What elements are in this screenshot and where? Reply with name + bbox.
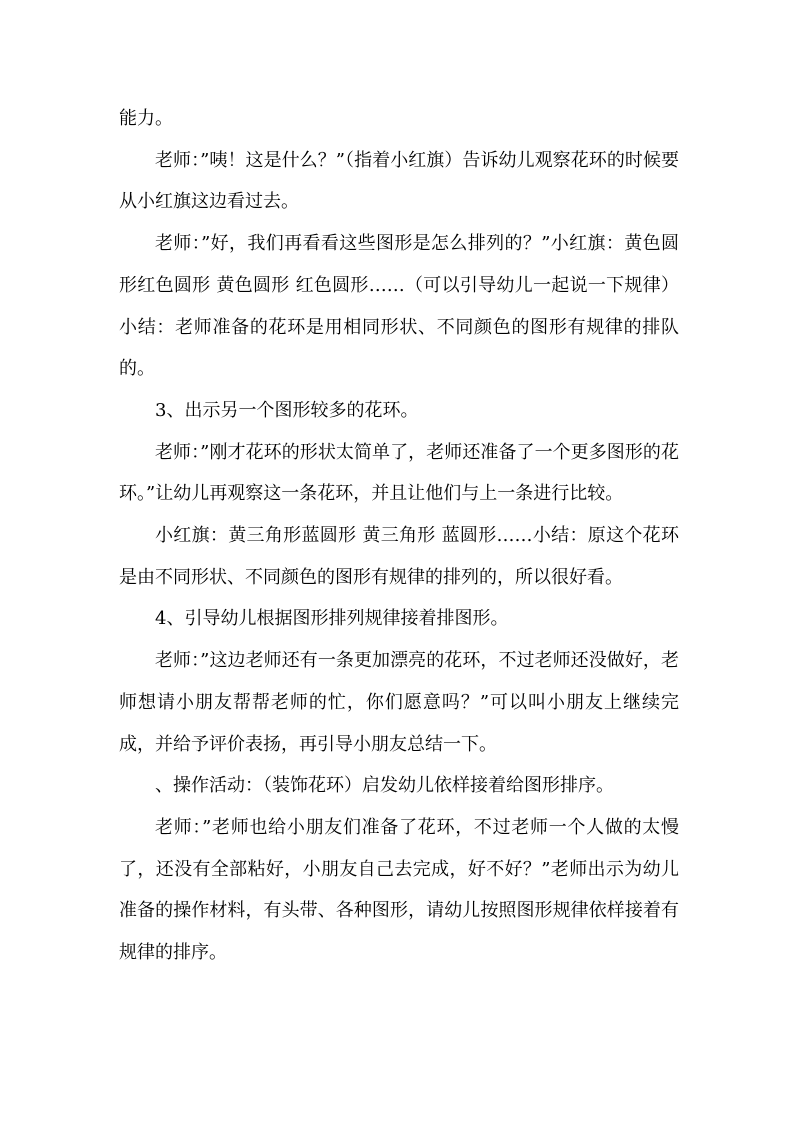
paragraph-complex-garland: 老师：”刚才花环的形状太简单了，老师还准备了一个更多图形的花环。”让幼儿再观察这一条花环，并且让他们与上一条进行比较。	[119, 441, 679, 505]
operation-activity-heading: 、操作活动：（装饰花环）启发幼儿依样接着给图形排序。	[155, 775, 614, 797]
document-body	[119, 98, 679, 974]
paragraph-continuation: 能力。	[119, 108, 173, 129]
paragraph-teacher-question: 老师：”咦！这是什么？”（指着小红旗）告诉幼儿观察花环的时候要从小红旗这边看过去。	[119, 149, 679, 213]
paragraph-complex-pattern-summary: 小红旗：黄三角形蓝圆形 黄三角形 蓝圆形……小结：原这个花环是由不同形状、不同颜色的图形有规律的排列的，所以很好看。	[119, 525, 679, 588]
step-4-heading: 4、引导幼儿根据图形排列规律接着排图形。	[155, 608, 509, 630]
paragraph-pattern-observation: 老师：”好，我们再看看这些图形是怎么排列的？”小红旗：黄色圆形红色圆形 黄色圆形 红色圆形……（可以引导幼儿一起说一下规律）小结：老师准备的花环是用相同形状、不同颜色的图形有规律的排队的。	[119, 233, 679, 380]
paragraph-operation-instructions: 老师：”老师也给小朋友们准备了花环，不过老师一个人做的太慢了，还没有全部粘好，小朋友自己去完成，好不好？”老师出示为幼儿准备的操作材料，有头带、各种图形，请幼儿按照图形规律依样接着有规律的排序。	[119, 816, 679, 964]
paragraph-continue-pattern: 老师：”这边老师还有一条更加漂亮的花环，不过老师还没做好，老师想请小朋友帮帮老师的忙，你们愿意吗？”可以叫小朋友上继续完成，并给予评价表扬，再引导小朋友总结一下。	[119, 650, 679, 755]
step-3-heading: 3、出示另一个图形较多的花环。	[155, 399, 419, 421]
